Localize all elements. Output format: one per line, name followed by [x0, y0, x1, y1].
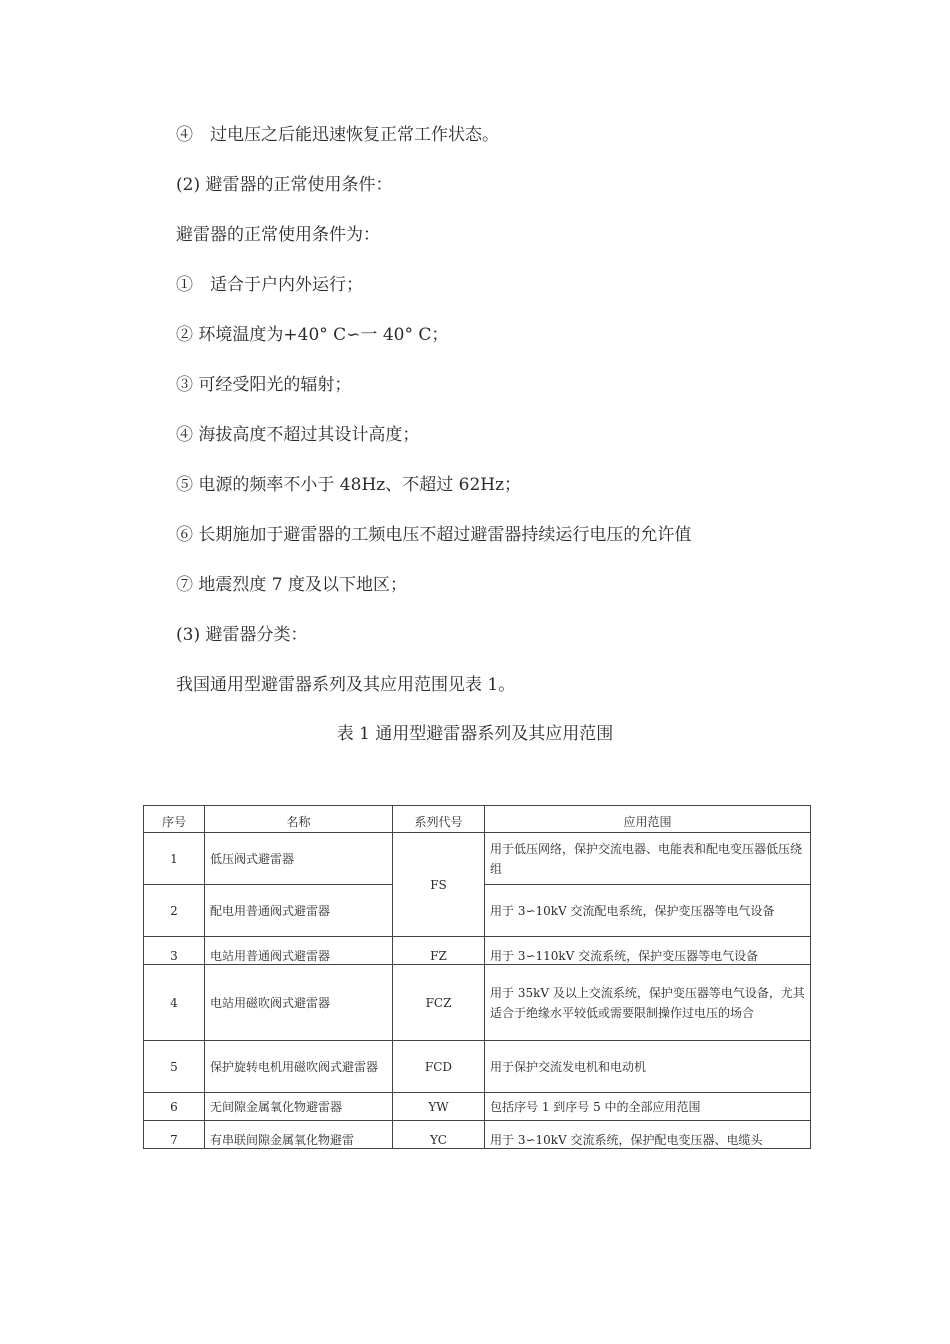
header-no: 序号 [144, 806, 205, 833]
row-no: 3 [144, 937, 205, 965]
row-code: FCZ [393, 965, 485, 1041]
row-code: FCD [393, 1041, 485, 1093]
list-item: ⑥ 长期施加于避雷器的工频电压不超过避雷器持续运行电压的允许值 [176, 525, 692, 545]
row-no: 5 [144, 1041, 205, 1093]
row-scope: 用于低压网络，保护交流电器、电能表和配电变压器低压绕组 [485, 833, 811, 885]
row-no: 4 [144, 965, 205, 1041]
paragraph: 我国通用型避雷器系列及其应用范围见表 1。 [176, 675, 516, 695]
section-heading: (2) 避雷器的正常使用条件： [176, 175, 393, 195]
list-item: ① 适合于户内外运行； [176, 275, 363, 295]
row-code: FS [393, 833, 485, 937]
row-scope: 用于 35kV 及以上交流系统，保护变压器等电气设备，尤其适合于绝缘水平较低或需要限制操作过电压的场合 [485, 965, 811, 1041]
table-row [144, 833, 811, 885]
row-code: FZ [393, 937, 485, 965]
row-name: 保护旋转电机用磁吹阀式避雷器 [205, 1041, 393, 1093]
row-code: YW [393, 1093, 485, 1121]
row-name: 电站用普通阀式避雷器 [205, 937, 393, 965]
row-name: 无间隙金属氧化物避雷器 [205, 1093, 393, 1121]
arrester-table [143, 805, 811, 1149]
row-scope: 用于 3∽110kV 交流系统，保护变压器等电气设备 [485, 937, 811, 965]
table-row [144, 1041, 811, 1093]
section-heading: (3) 避雷器分类： [176, 625, 308, 645]
list-item: ⑤ 电源的频率不小于 48Hz、不超过 62Hz； [176, 475, 522, 495]
paragraph: ④ 过电压之后能迅速恢复正常工作状态。 [176, 125, 499, 145]
header-scope: 应用范围 [485, 806, 811, 833]
row-name: 有串联间隙金属氧化物避雷 [205, 1121, 393, 1149]
list-item: ⑦ 地震烈度 7 度及以下地区； [176, 575, 408, 595]
table-row [144, 937, 811, 965]
row-scope: 包括序号 1 到序号 5 中的全部应用范围 [485, 1093, 811, 1121]
row-name: 低压阀式避雷器 [205, 833, 393, 885]
row-name: 电站用磁吹阀式避雷器 [205, 965, 393, 1041]
row-scope: 用于 3∽10kV 交流配电系统，保护变压器等电气设备 [485, 885, 811, 937]
list-item: ② 环境温度为+40° C∽一 40° C； [176, 325, 449, 345]
table-row [144, 965, 811, 1041]
row-no: 7 [144, 1121, 205, 1149]
list-item: ③ 可经受阳光的辐射； [176, 375, 352, 395]
header-name: 名称 [205, 806, 393, 833]
row-no: 1 [144, 833, 205, 885]
list-item: ④ 海拔高度不超过其设计高度； [176, 425, 420, 445]
table-header-row [144, 806, 811, 833]
row-no: 6 [144, 1093, 205, 1121]
row-name: 配电用普通阀式避雷器 [205, 885, 393, 937]
row-code: YC [393, 1121, 485, 1149]
table-row [144, 1121, 811, 1149]
table-row [144, 1093, 811, 1121]
header-code: 系列代号 [393, 806, 485, 833]
row-scope: 用于保护交流发电机和电动机 [485, 1041, 811, 1093]
row-scope: 用于 3∽10kV 交流系统，保护配电变压器、电缆头 [485, 1121, 811, 1149]
table-caption: 表 1 通用型避雷器系列及其应用范围 [336, 724, 614, 744]
paragraph: 避雷器的正常使用条件为： [176, 225, 380, 245]
row-no: 2 [144, 885, 205, 937]
